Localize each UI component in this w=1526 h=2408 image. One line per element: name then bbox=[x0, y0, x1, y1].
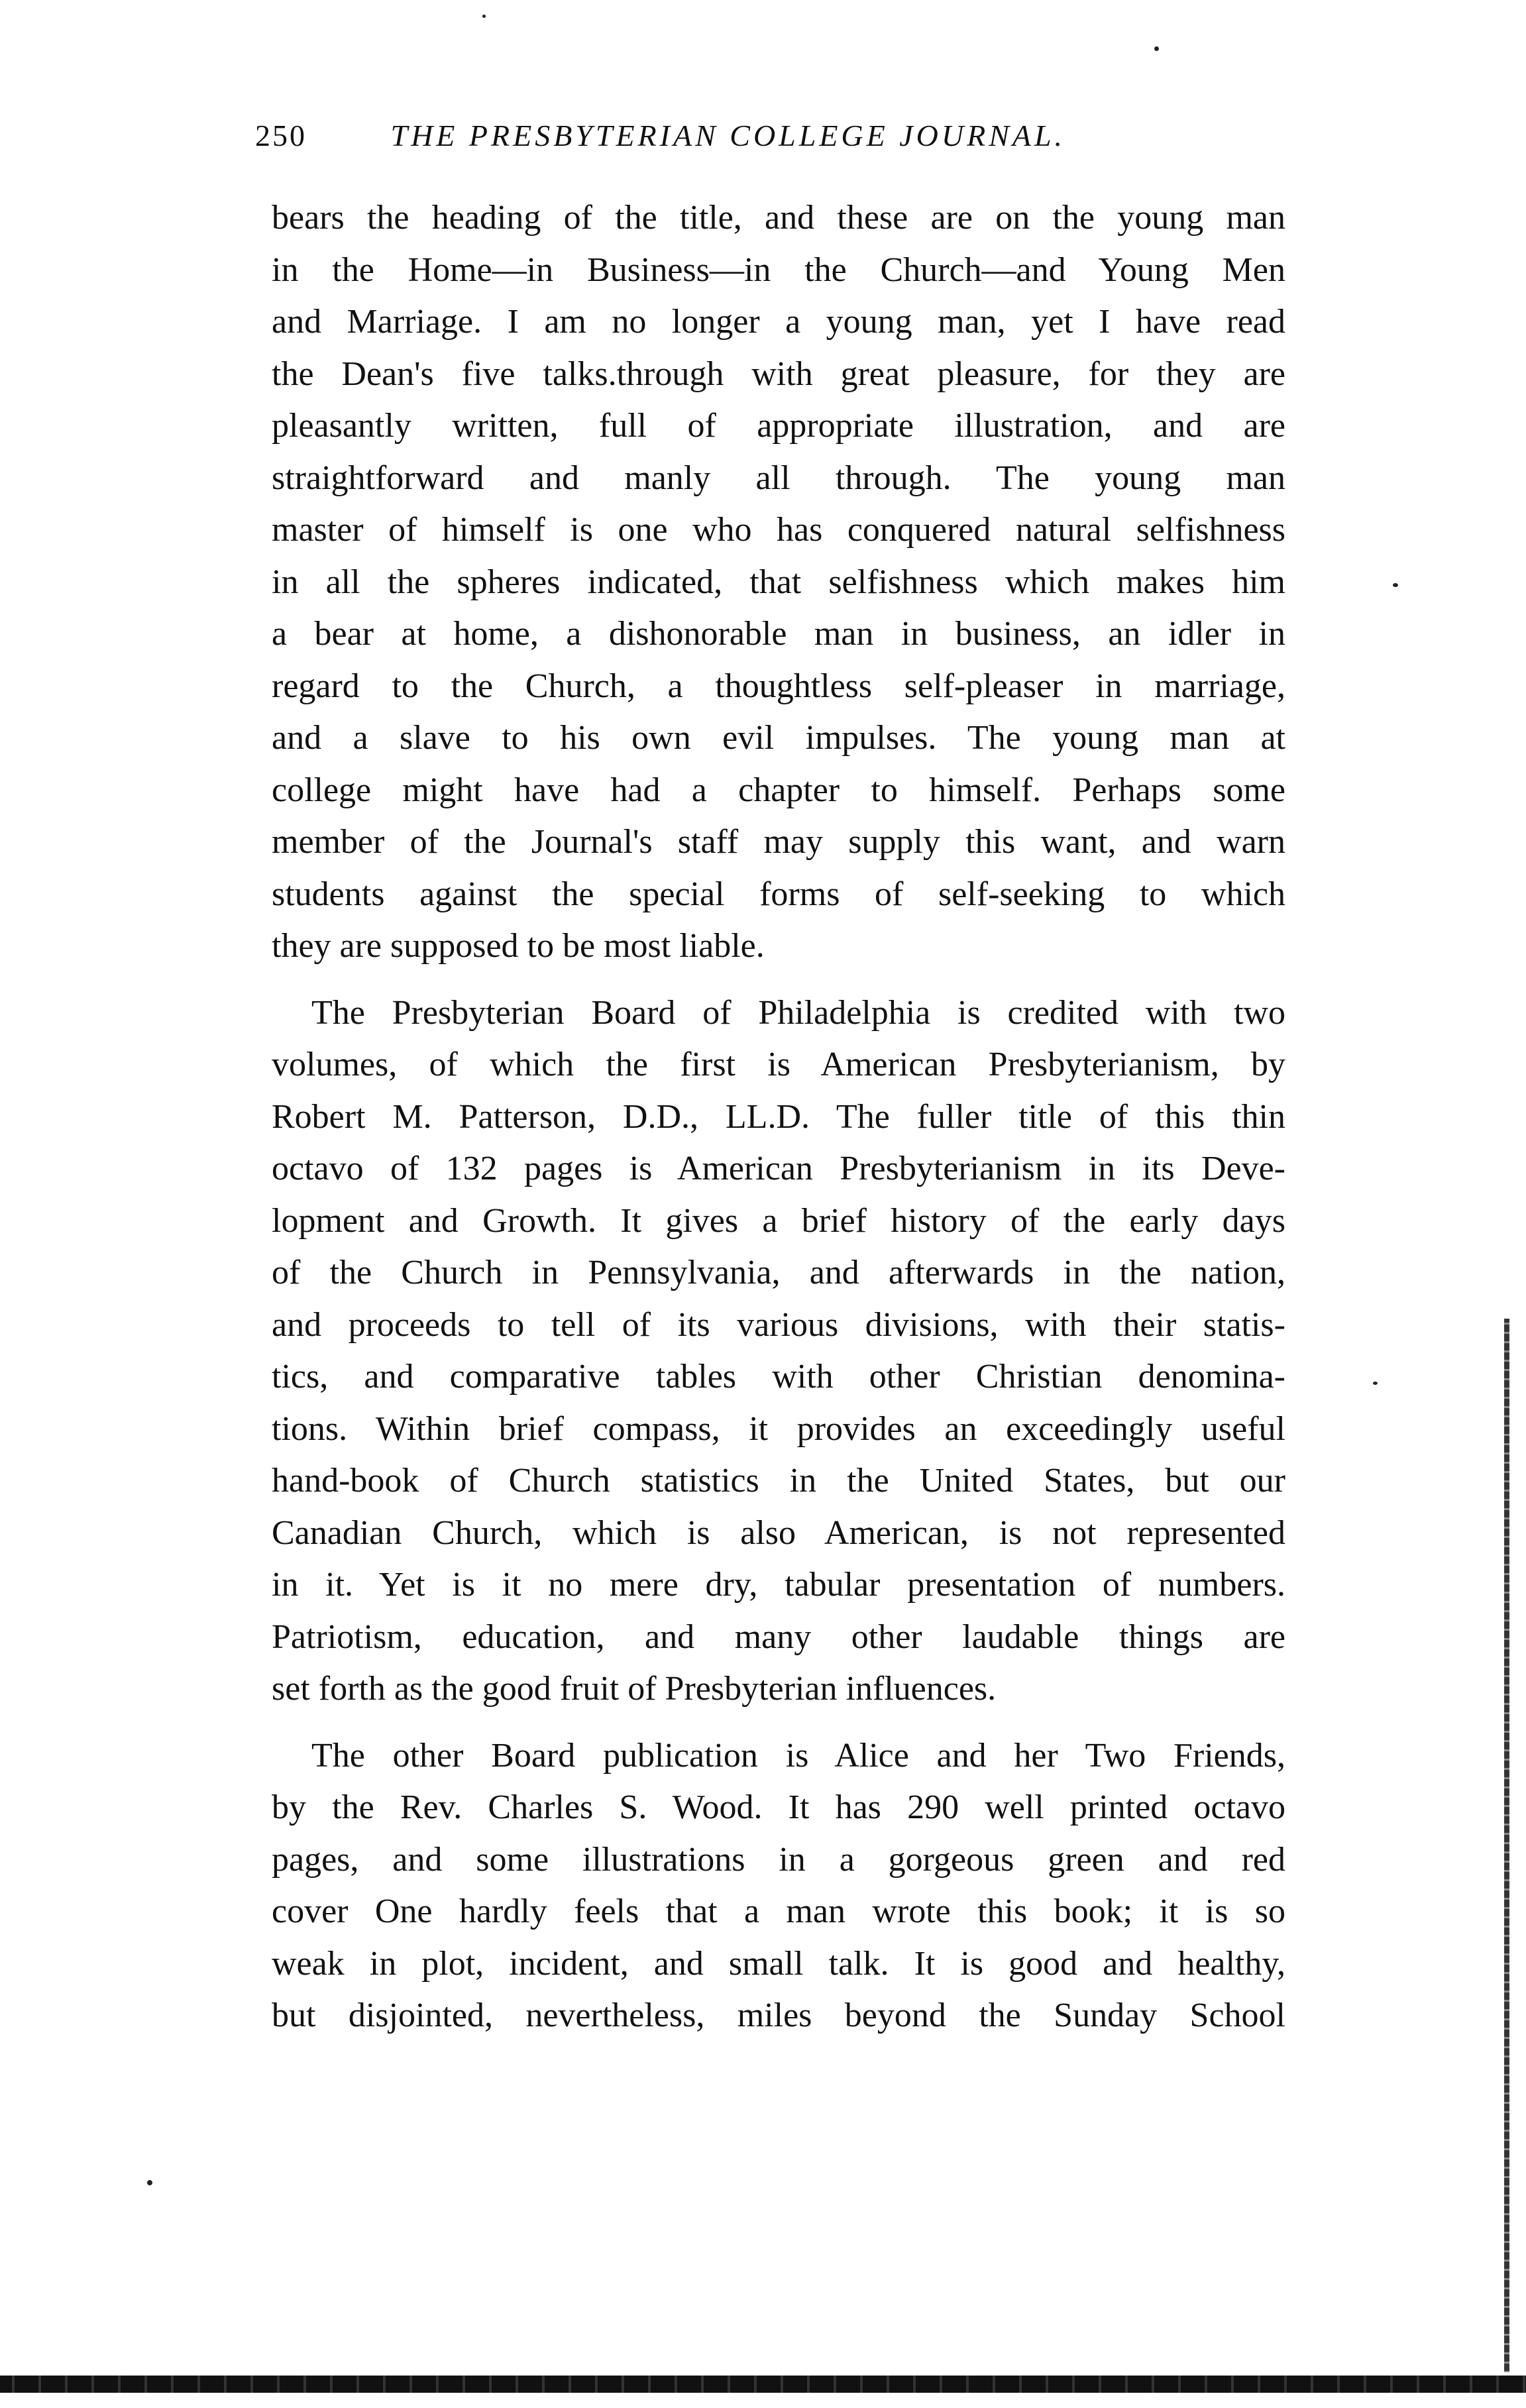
text-line: and Marriage. I am no longer a young man, yet I have read bbox=[272, 303, 1285, 341]
paragraph-gap bbox=[272, 1716, 1285, 1730]
text-line: weak in plot, incident, and small talk. It is good and healthy, bbox=[272, 1944, 1285, 1983]
text-line: octavo of 132 pages is American Presbyterianism in its Deve- bbox=[272, 1150, 1285, 1187]
text-line: college might have had a chapter to himself. Perhaps some bbox=[272, 771, 1285, 809]
text-line: bears the heading of the title, and these are on the young man bbox=[272, 199, 1285, 237]
text-line: of the Church in Pennsylvania, and afterwards in the nation, bbox=[272, 1254, 1285, 1291]
text-line: the Dean's five talks.through with great pleasure, for they are bbox=[272, 355, 1285, 393]
text-line: Canadian Church, which is also American, is not represented bbox=[272, 1513, 1285, 1552]
text-line: regard to the Church, a thoughtless self-pleaser in marriage, bbox=[272, 667, 1285, 705]
scan-edge-rule bbox=[1504, 1319, 1509, 2372]
text-line: but disjointed, nevertheless, miles beyond the Sunday School bbox=[272, 1997, 1285, 2034]
scan-speck bbox=[1373, 1382, 1378, 1385]
text-line: Patriotism, education, and many other laudable things are bbox=[272, 1617, 1285, 1656]
scan-bottom-edge bbox=[0, 2376, 1526, 2393]
text-line: tions. Within brief compass, it provides an exceedingly useful bbox=[272, 1409, 1285, 1448]
page-number: 250 bbox=[255, 119, 307, 152]
text-line: pleasantly written, full of appropriate illustration, and are bbox=[272, 407, 1285, 445]
scan-speck bbox=[1393, 583, 1398, 587]
text-line: set forth as the good fruit of Presbyterian influences. bbox=[272, 1670, 997, 1708]
text-line: a bear at home, a dishonorable man in business, an idler in bbox=[272, 615, 1285, 653]
text-line: and a slave to his own evil impulses. The young man at bbox=[272, 719, 1285, 757]
text-line: lopment and Growth. It gives a brief history of the early days bbox=[272, 1201, 1285, 1240]
text-line: and proceeds to tell of its various divisions, with their statis- bbox=[272, 1305, 1285, 1344]
text-line: students against the special forms of self-seeking to which bbox=[272, 875, 1285, 913]
text-line: tics, and comparative tables with other Christian denomina- bbox=[272, 1358, 1285, 1396]
text-line: Robert M. Patterson, D.D., LL.D. The fuller title of this thin bbox=[272, 1097, 1285, 1136]
scan-speck bbox=[1154, 46, 1159, 51]
text-line: cover One hardly feels that a man wrote this book; it is so bbox=[272, 1892, 1285, 1930]
text-line: in it. Yet is it no mere dry, tabular presentation of numbers. bbox=[272, 1566, 1285, 1604]
scan-speck bbox=[147, 2180, 152, 2185]
scan-speck bbox=[482, 15, 486, 18]
text-line: member of the Journal's staff may supply this want, and warn bbox=[272, 823, 1285, 861]
journal-title: THE PRESBYTERIAN COLLEGE JOURNAL. bbox=[390, 119, 1066, 152]
body-text bbox=[272, 192, 1285, 2042]
text-line: pages, and some illustrations in a gorgeous green and red bbox=[272, 1840, 1285, 1879]
running-header bbox=[255, 118, 1289, 153]
text-line: in the Home—in Business—in the Church—and Young Men bbox=[272, 250, 1285, 289]
text-line: The Presbyterian Board of Philadelphia is credited with two bbox=[311, 993, 1285, 1032]
text-line: master of himself is one who has conquered natural selfishness bbox=[272, 511, 1285, 549]
text-line: The other Board publication is Alice and her Two Friends, bbox=[311, 1736, 1285, 1775]
text-line: in all the spheres indicated, that selfishness which makes him bbox=[272, 563, 1285, 601]
text-line: hand-book of Church statistics in the United States, but our bbox=[272, 1462, 1285, 1500]
paragraph-gap bbox=[272, 973, 1285, 987]
text-line: volumes, of which the first is American Presbyterianism, by bbox=[272, 1046, 1285, 1083]
text-line: straightforward and manly all through. The young man bbox=[272, 459, 1285, 497]
text-line: by the Rev. Charles S. Wood. It has 290 well printed octavo bbox=[272, 1788, 1285, 1826]
text-line: they are supposed to be most liable. bbox=[272, 927, 765, 965]
